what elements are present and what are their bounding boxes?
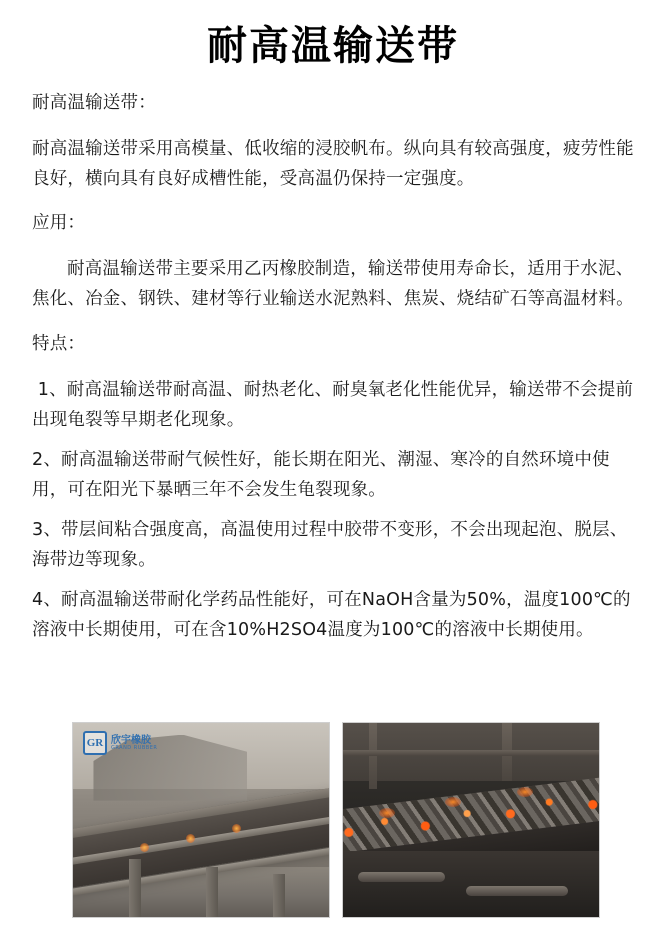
logo-brand-cn: 欣宇橡胶 [111, 734, 151, 746]
logo-mark-icon: GR [83, 731, 107, 755]
belt-roller-2 [466, 886, 568, 896]
intro-body: 耐高温输送带采用高模量、低收缩的浸胶帆布。纵向具有较高强度，疲劳性能良好，横向具有良好成槽性能，受高温仍保持一定强度。 [32, 139, 634, 190]
feature-item-1: 1、耐高温输送带耐高温、耐热老化、耐臭氧老化性能优异，输送带不会提前出现龟裂等早期老化现象。 [32, 379, 634, 430]
document-page [0, 22, 666, 952]
watermark-logo [79, 729, 161, 757]
page-title: 耐高温输送带 [207, 23, 459, 69]
application-body: 耐高温输送带主要采用乙丙橡胶制造，输送带使用寿命长，适用于水泥、焦化、冶金、钢铁、建材等行业输送水泥熟料、焦炭、烧结矿石等高温材料。 [32, 259, 634, 310]
hot-material-glow-2 [186, 834, 195, 843]
support-post-1 [129, 859, 141, 917]
photo-conveyor-cement-plant [72, 722, 330, 918]
application-heading: 应用： [32, 213, 86, 234]
ember-glow-2 [445, 797, 461, 807]
hot-material-glow-1 [140, 843, 149, 852]
belt-frame [343, 851, 599, 917]
feature-item-4: 4、耐高温输送带耐化学药品性能好，可在NaOH含量为50%，温度100℃的溶液中长期使用，可在含10%H2SO4温度为100℃的溶液中长期使用。 [32, 590, 631, 641]
support-post-3 [273, 874, 285, 917]
hot-material-glow-3 [232, 824, 241, 833]
photo-hot-sinter-ore-belt [342, 722, 600, 918]
feature-item-2: 2、耐高温输送带耐气候性好，能长期在阳光、潮湿、寒冷的自然环境中使用，可在阳光下暴晒三年不会发生龟裂现象。 [32, 449, 610, 500]
document-body [32, 88, 634, 645]
steel-beam-cross [343, 750, 599, 756]
feature-item-3: 3、带层间粘合强度高，高温使用过程中胶带不变形，不会出现起泡、脱层、海带边等现象。 [32, 520, 628, 571]
photo-gallery [72, 722, 600, 918]
belt-roller-1 [358, 872, 445, 882]
intro-heading: 耐高温输送带： [32, 93, 156, 113]
features-heading: 特点： [32, 333, 86, 354]
logo-text [111, 736, 157, 751]
logo-brand-en: GRAND RUBBER [111, 744, 158, 751]
support-post-2 [206, 867, 218, 917]
ember-glow-3 [517, 787, 533, 797]
